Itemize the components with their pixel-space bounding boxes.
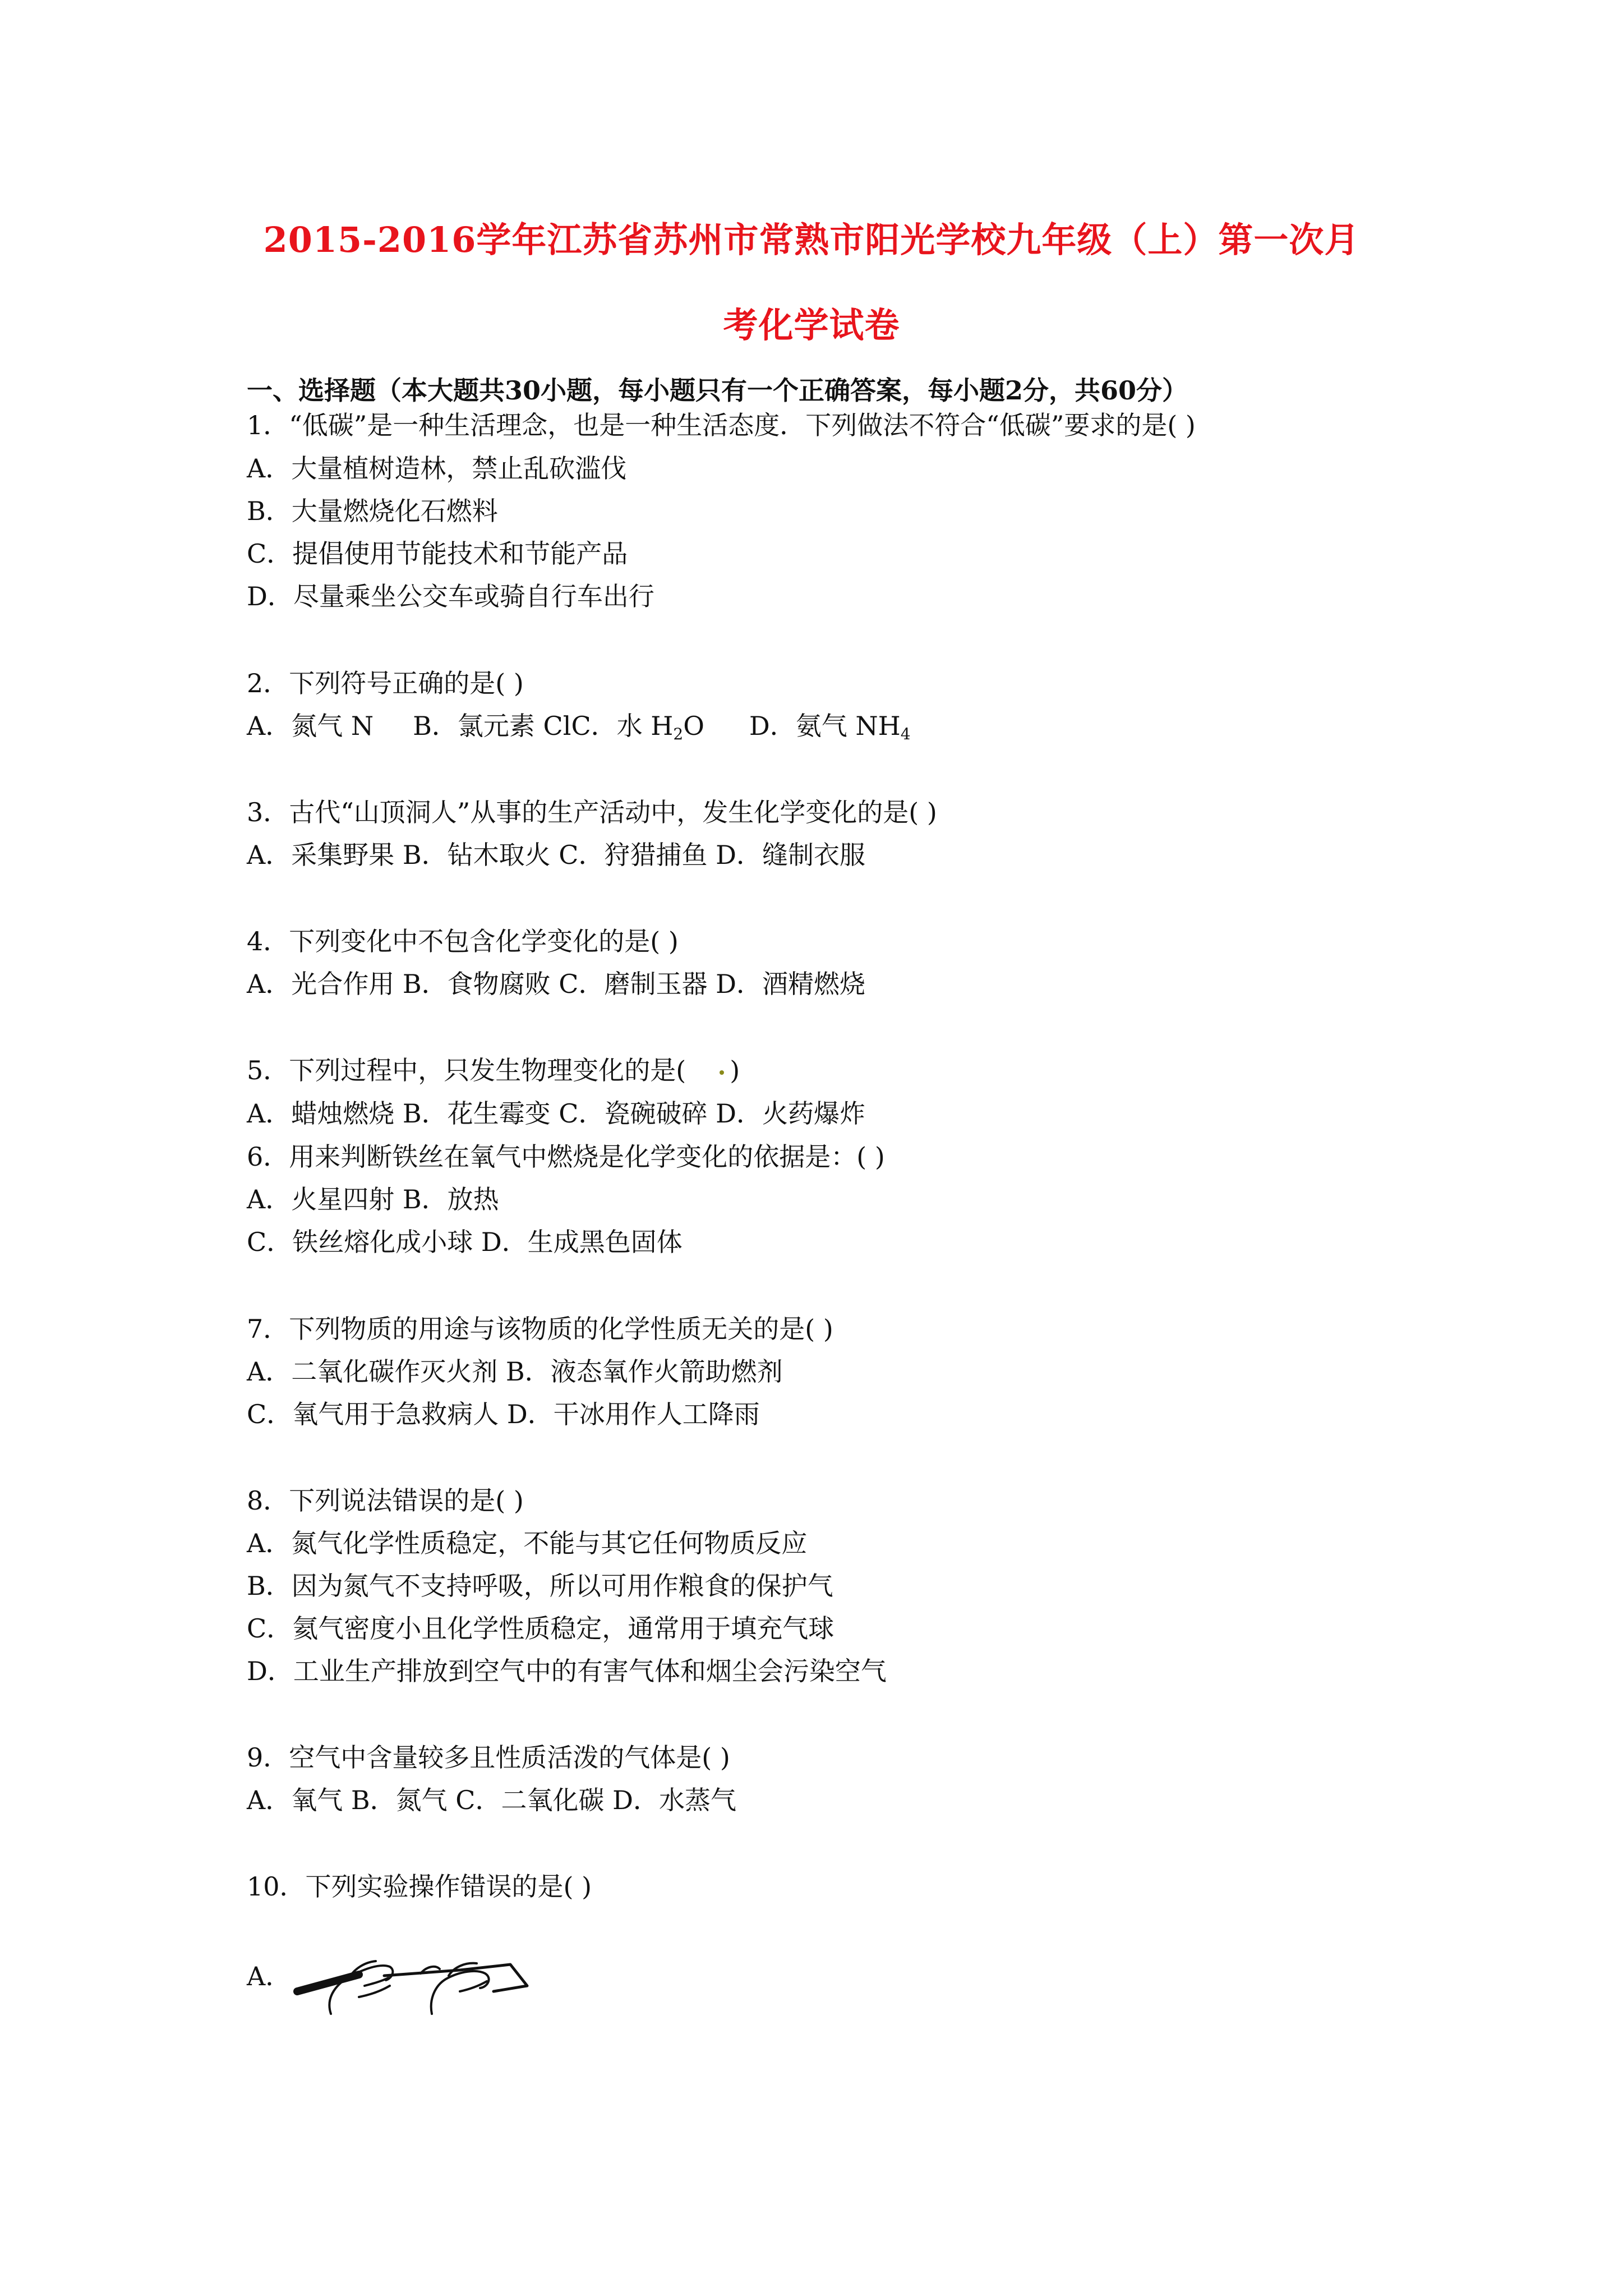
question-8-option-d: D．工业生产排放到空气中的有害气体和烟尘会污染空气: [247, 1656, 887, 1686]
question-1-option-b: B．大量燃烧化石燃料: [247, 496, 498, 526]
question-4-stem: 4．下列变化中不包含化学变化的是( ): [247, 926, 679, 956]
question-1-stem: 1．“低碳”是一种生活理念，也是一种生活态度．下列做法不符合“低碳”要求的是( ): [247, 410, 1196, 440]
question-5-stem: 5．下列过程中，只发生物理变化的是( ): [247, 1055, 740, 1085]
question-2-option-a: A．氮气 N: [247, 711, 374, 741]
question-2-option-c: C．水 $H_2O$: [571, 711, 704, 743]
question-8-option-b: B．因为氮气不支持呼吸，所以可用作粮食的保护气: [247, 1571, 833, 1601]
question-4-options: A．光合作用 B．食物腐败 C．磨制玉器 D．酒精燃烧: [247, 969, 865, 999]
section-heading: 一、选择题（本大题共30小题，每小题只有一个正确答案，每小题2分，共60分）: [247, 375, 1188, 406]
question-6-stem: 6．用来判断铁丝在氧气中燃烧是化学变化的依据是：( ): [247, 1142, 885, 1172]
question-6-options-row-1: A．火星四射 B．放热: [247, 1184, 499, 1214]
question-2-option-d: D．氨气 $NH_4$: [749, 711, 911, 743]
question-8-option-c: C．氦气密度小且化学性质稳定，通常用于填充气球: [247, 1613, 834, 1644]
question-3-options: A．采集野果 B．钻木取火 C．狩猎捕鱼 D．缝制衣服: [247, 840, 865, 870]
question-10-option-a-label: A．: [247, 1961, 292, 1991]
question-2-option-b: B．氯元素 Cl: [413, 711, 571, 741]
question-9-stem: 9．空气中含量较多且性质活泼的气体是( ): [247, 1742, 730, 1773]
question-8-option-a: A．氮气化学性质稳定，不能与其它任何物质反应: [247, 1528, 808, 1558]
question-7-options-row-1: A．二氧化碳作灭火剂 B．液态氧作火箭助燃剂: [247, 1356, 783, 1387]
question-6-options-row-2: C．铁丝熔化成小球 D．生成黑色固体: [247, 1227, 683, 1257]
hands-inserting-glass-tube-icon: [292, 1930, 538, 2027]
question-7-stem: 7．下列物质的用途与该物质的化学性质无关的是( ): [247, 1314, 833, 1344]
question-8-stem: 8．下列说法错误的是( ): [247, 1485, 524, 1516]
question-10-stem: 10．下列实验操作错误的是( ): [247, 1871, 592, 1902]
question-2-options: [247, 713, 911, 742]
question-2-stem: 2．下列符号正确的是( ): [247, 668, 524, 698]
question-1-option-a: A．大量植树造林，禁止乱砍滥伐: [247, 453, 627, 484]
question-5-options: A．蜡烛燃烧 B．花生霉变 C．瓷碗破碎 D．火药爆炸: [247, 1098, 865, 1129]
exam-title-line-2: 考化学试卷: [723, 305, 900, 346]
question-1-option-c: C．提倡使用节能技术和节能产品: [247, 539, 628, 569]
exam-title-line-1: 2015-2016学年江苏省苏州市常熟市阳光学校九年级（上）第一次月: [263, 219, 1360, 260]
question-7-options-row-2: C．氧气用于急救病人 D．干冰用作人工降雨: [247, 1399, 760, 1429]
question-1-option-d: D．尽量乘坐公交车或骑自行车出行: [247, 581, 654, 611]
question-3-stem: 3．古代“山顶洞人”从事的生产活动中，发生化学变化的是( ): [247, 797, 937, 827]
question-9-options: A．氧气 B．氮气 C．二氧化碳 D．水蒸气: [247, 1785, 736, 1815]
stray-dot-mark: [720, 1070, 724, 1075]
